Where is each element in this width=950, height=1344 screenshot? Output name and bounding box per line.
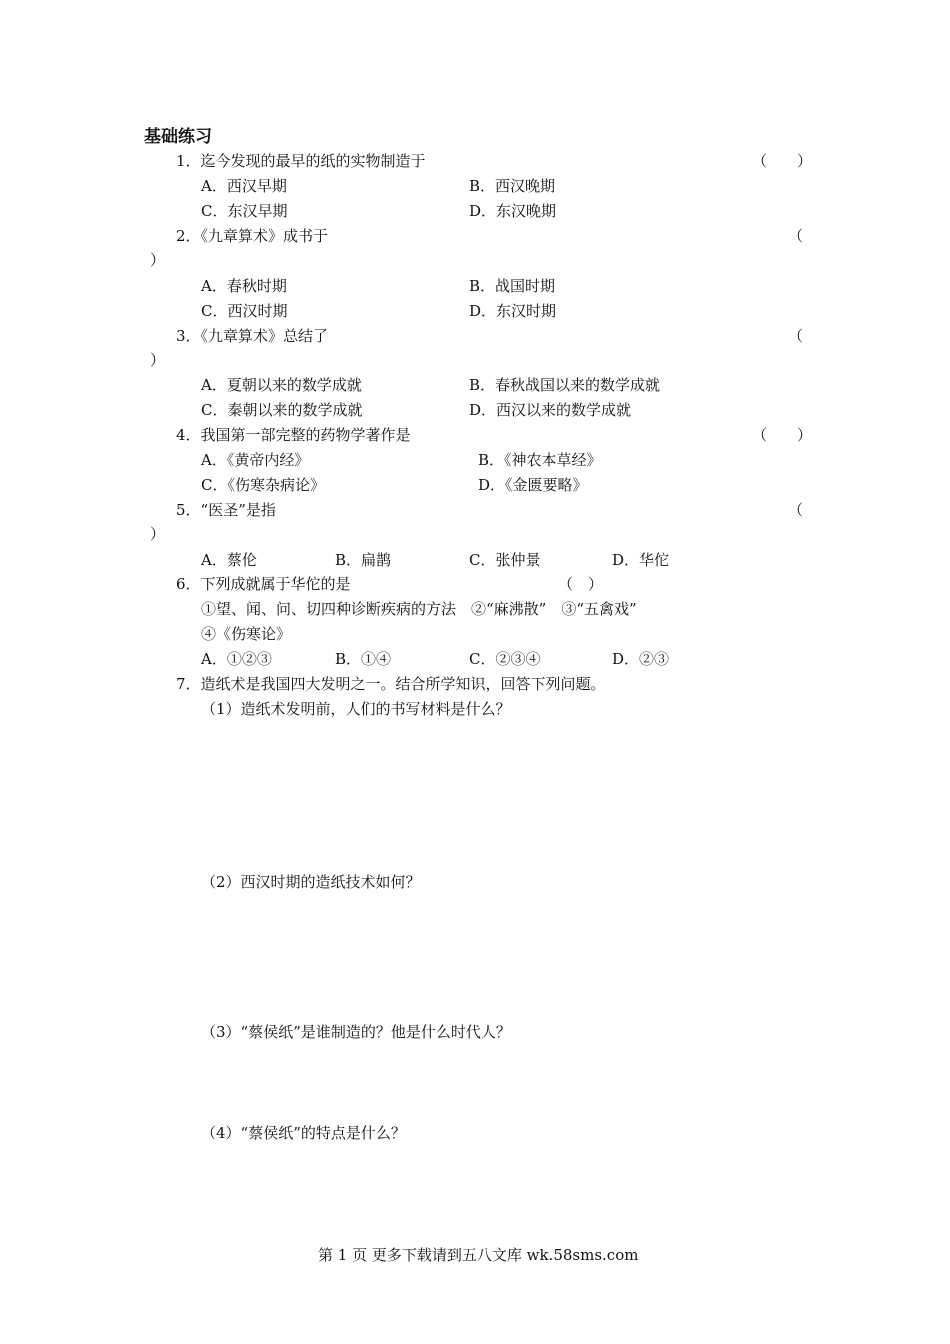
question-7-sub-4: （4）“蔡侯纸”的特点是什么？ <box>201 1124 406 1142</box>
question-1-option-c: C．东汉早期 <box>201 202 288 220</box>
question-2-stem: 2．《九章算术》成书于 <box>176 227 329 245</box>
question-3-option-b: B．春秋战国以来的数学成就 <box>469 376 661 394</box>
question-2-option-b: B．战国时期 <box>469 277 556 295</box>
question-1-option-a: A．西汉早期 <box>201 177 287 195</box>
question-3-option-a: A．夏朝以来的数学成就 <box>201 376 362 394</box>
question-7-sub-1: （1）造纸术发明前，人们的书写材料是什么？ <box>201 700 511 718</box>
question-6-option-a: A．①②③ <box>201 650 272 668</box>
question-5-paren-open: （ <box>788 501 804 519</box>
question-6-answer-paren: （ ） <box>558 575 604 593</box>
question-3-option-d: D．西汉以来的数学成就 <box>469 401 632 419</box>
question-5-stem: 5．“医圣”是指 <box>176 501 276 519</box>
question-2-option-c: C．西汉时期 <box>201 302 288 320</box>
question-3-stem: 3．《九章算术》总结了 <box>176 327 329 345</box>
question-6-option-b: B．①④ <box>335 650 392 668</box>
question-4-answer-paren: （ ） <box>752 426 813 444</box>
question-2-paren-close: ） <box>150 251 166 269</box>
question-5-option-c: C．张仲景 <box>469 551 541 569</box>
question-1-stem: 1．迄今发现的最早的纸的实物制造于 <box>176 152 426 170</box>
question-4-option-b: B．《神农本草经》 <box>478 451 602 469</box>
section-title: 基础练习 <box>144 127 212 147</box>
question-6-option-d: D．②③ <box>612 650 670 668</box>
question-2-option-d: D．东汉时期 <box>469 302 557 320</box>
question-5-paren-close: ） <box>150 525 166 543</box>
question-6-items-line-1: ①望、闻、问、切四种诊断疾病的方法 ②“麻沸散” ③“五禽戏” <box>201 600 637 618</box>
question-4-option-c: C．《伤寒杂病论》 <box>201 476 325 494</box>
question-5-option-a: A．蔡伦 <box>201 551 257 569</box>
question-4-option-a: A．《黄帝内经》 <box>201 451 310 469</box>
question-7-sub-3: （3）“蔡侯纸”是谁制造的？他是什么时代人？ <box>201 1023 511 1041</box>
question-3-paren-open: （ <box>788 327 804 345</box>
question-1-option-d: D．东汉晚期 <box>469 202 557 220</box>
question-6-items-line-2: ④《伤寒论》 <box>201 625 292 643</box>
question-3-option-c: C．秦朝以来的数学成就 <box>201 401 363 419</box>
question-1-option-b: B．西汉晚期 <box>469 177 556 195</box>
question-6-stem: 6．下列成就属于华佗的是 <box>176 575 351 593</box>
question-3-paren-close: ） <box>150 351 166 369</box>
question-7-stem: 7．造纸术是我国四大发明之一。结合所学知识，回答下列问题。 <box>176 675 606 693</box>
question-2-option-a: A．春秋时期 <box>201 277 287 295</box>
question-5-option-d: D．华佗 <box>612 551 670 569</box>
question-5-option-b: B．扁鹊 <box>335 551 392 569</box>
question-6-option-c: C．②③④ <box>469 650 541 668</box>
question-1-answer-paren: （ ） <box>752 152 813 170</box>
question-7-sub-2: （2）西汉时期的造纸技术如何？ <box>201 873 421 891</box>
question-2-paren-open: （ <box>788 227 804 245</box>
question-4-stem: 4．我国第一部完整的药物学著作是 <box>176 426 411 444</box>
page-footer: 第 1 页 更多下载请到五八文库 wk.58sms.com <box>318 1246 639 1264</box>
question-4-option-d: D．《金匮要略》 <box>478 476 588 494</box>
